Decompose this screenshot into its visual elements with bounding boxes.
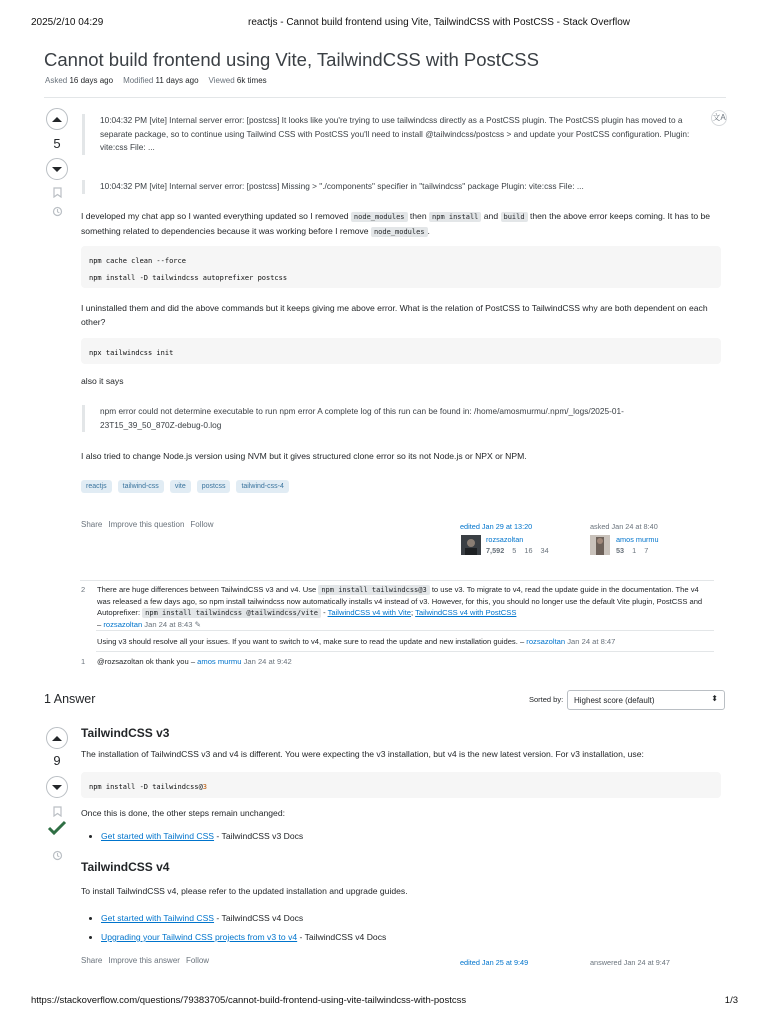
- code-block-2: [81, 338, 721, 364]
- tailwind-postcss-link[interactable]: TailwindCSS v4 with PostCSS: [415, 608, 517, 617]
- asked-meta: Asked 16 days ago: [45, 76, 114, 85]
- comment-date: Jan 24 at 8:43: [142, 620, 193, 629]
- list-item: • Get started with Tailwind CSS - TailwindCSS v4 Docs: [101, 909, 386, 928]
- bookmark-icon[interactable]: [53, 806, 62, 820]
- comment-2: Using v3 should resolve all your issues. If you want to switch to v4, make sure to read the update and new installation guides. – rozsazoltan Jan 24 at 8:47: [97, 637, 616, 646]
- share-link[interactable]: Share: [81, 956, 103, 965]
- sort-select[interactable]: [567, 690, 725, 710]
- code-line: npm cache clean --force: [89, 257, 186, 265]
- code-number: 3: [202, 783, 208, 791]
- sort-value: Highest score (default): [574, 696, 655, 705]
- print-url: https://stackoverflow.com/questions/79383705/cannot-build-frontend-using-vite-tailwindcss-with-postcss: [31, 995, 467, 1006]
- answer-answered: [590, 958, 670, 967]
- comment-user[interactable]: rozsazoltan: [103, 620, 143, 629]
- answer-heading-v4: TailwindCSS v4: [81, 860, 170, 874]
- share-link[interactable]: Share: [81, 520, 103, 529]
- v4-link-list: [101, 909, 386, 947]
- question-paragraph-2: I uninstalled them and did the above commands but it keeps giving me above error. What is the relation of PostCSS to TailwindCSS why are both dependent on each other?: [81, 303, 708, 327]
- question-title[interactable]: Cannot build frontend using Vite, TailwindCSS with PostCSS: [44, 49, 539, 70]
- comment-user[interactable]: amos murmu: [197, 657, 242, 666]
- comment-divider: [96, 651, 714, 652]
- inline-code: node_modules: [371, 227, 428, 237]
- answer-downvote-button[interactable]: [46, 776, 68, 798]
- inline-code: build: [501, 212, 528, 222]
- asker-name[interactable]: amos murmu: [616, 535, 659, 544]
- code-line: npm install -D tailwindcss autoprefixer postcss: [89, 274, 288, 282]
- comment-1: There are huge differences between TailwindCSS v3 and v4. Use npm install tailwindcss@3 to use v3. To migrate to v4, read the update guide in the documentation. The v4 was released a few days ago, so npm install tailwindcss now automatically installs v4 instead of v3. However, for this, you should no longer use the default Vite plugin, PostCSS and Autoprefixer: npm install tailwindcss @tailwindcss/vite - TailwindCSS v4 with Vite; TailwindCSS v4 with PostCSS – rozsazoltan Jan 24 at 8:43 ✎: [97, 585, 703, 629]
- answer-paragraph-1: The installation of TailwindCSS v3 and v4 is different. You were expecting the v3 installation, but v4 is the new latest version. For v3 installation, use:: [81, 749, 644, 759]
- reputation: 7,592: [486, 546, 505, 555]
- tag-vite[interactable]: vite: [170, 480, 191, 493]
- bronze-badges: 7: [644, 546, 649, 555]
- question-paragraph-4: I also tried to change Node.js version using NVM but it gives structured clone error so its not Node.js or NPX or NPM.: [81, 451, 527, 461]
- accepted-check-icon: [47, 820, 67, 838]
- history-icon[interactable]: [52, 206, 63, 220]
- list-item: • Get started with Tailwind CSS - TailwindCSS v3 Docs: [101, 831, 303, 841]
- asker-card: [590, 522, 710, 555]
- question-paragraph-3: also it says: [81, 376, 124, 386]
- reputation: 53: [616, 546, 625, 555]
- print-page-number: 1/3: [724, 995, 738, 1006]
- gold-badges: 5: [512, 546, 517, 555]
- asker-stats: [616, 546, 648, 555]
- answer-score: 9: [53, 753, 61, 768]
- comment-3: @rozsazoltan ok thank you – amos murmu Jan 24 at 9:42: [97, 657, 292, 666]
- edited-pencil-icon: ✎: [194, 620, 201, 629]
- error-quote-1: 10:04:32 PM [vite] Internal server error: [postcss] It looks like you're trying to use tailwindcss directly as a PostCSS plugin. The PostCSS plugin has moved to a separate package, so to continue using Tailwind CSS with PostCSS you'll need to install @tailwindcss/postcss > and update your PostCSS configuration. Plugin: vite:css File: ...: [82, 114, 702, 155]
- question-meta: [45, 76, 267, 85]
- editor-card: [460, 522, 580, 555]
- print-header: [0, 0, 768, 40]
- editor-stats: [486, 546, 549, 555]
- editor-name[interactable]: rozsazoltan: [486, 535, 524, 544]
- answer-paragraph-3: To install TailwindCSS v4, please refer to the updated installation and upgrade guides.: [81, 886, 408, 896]
- v3-link-list: [101, 831, 303, 841]
- modified-meta: Modified 11 days ago: [123, 76, 199, 85]
- v3-get-started-link[interactable]: Get started with Tailwind CSS: [101, 831, 215, 841]
- print-title: reactjs - Cannot build frontend using Vite, TailwindCSS with PostCSS - Stack Overflow: [247, 17, 631, 28]
- code-line: npm install -D tailwindcss@: [89, 783, 203, 791]
- list-item: • Upgrading your Tailwind CSS projects from v3 to v4 - TailwindCSS v4 Docs: [101, 928, 386, 947]
- follow-link[interactable]: Follow: [190, 520, 214, 529]
- edited-time[interactable]: edited Jan 29 at 13:20: [460, 522, 533, 531]
- code-block-1: [81, 246, 721, 288]
- question-paragraph-1: I developed my chat app so I wanted everything updated so I removed node_modules then npm install and build then the above error keeps coming. It has to be something related to dependencies because it was working before I remove node_modules .: [81, 211, 711, 236]
- avatar[interactable]: [461, 535, 481, 555]
- improve-link[interactable]: Improve this question: [108, 520, 185, 529]
- print-date: 2025/2/10 04:29: [31, 17, 104, 28]
- inline-code: npm install tailwindcss@3: [318, 585, 429, 595]
- upgrade-guide-link[interactable]: Upgrading your Tailwind CSS projects from v3 to v4: [101, 932, 298, 942]
- comment-score: 1: [81, 657, 86, 666]
- question-score: 5: [53, 136, 61, 151]
- answered-time: answered Jan 24 at 9:47: [590, 958, 670, 967]
- question-downvote-button[interactable]: [46, 158, 68, 180]
- sorted-label: Sorted by:: [529, 695, 564, 704]
- question-upvote-button[interactable]: [46, 108, 68, 130]
- silver-badges: 1: [632, 546, 637, 555]
- answer-upvote-button[interactable]: [46, 727, 68, 749]
- viewed-meta: Viewed 6k times: [208, 76, 267, 85]
- history-icon[interactable]: [52, 850, 63, 864]
- answer-paragraph-2: Once this is done, the other steps remain unchanged:: [81, 808, 285, 818]
- answer-heading-v3: TailwindCSS v3: [81, 726, 170, 740]
- tag-tailwind-css[interactable]: tailwind-css: [118, 480, 164, 493]
- arrow-down-icon: [52, 785, 62, 790]
- edited-time[interactable]: edited Jan 25 at 9:49: [460, 958, 529, 967]
- header-divider: [44, 97, 726, 98]
- comment-divider: [96, 630, 714, 631]
- bookmark-icon[interactable]: [53, 187, 62, 201]
- arrow-down-icon: [52, 167, 62, 172]
- updown-caret-icon: ⬍: [711, 694, 718, 703]
- answer-edited: [460, 958, 528, 967]
- tag-list: [81, 480, 289, 493]
- answer-code-block: [81, 772, 721, 798]
- translate-icon[interactable]: 文A: [711, 110, 727, 126]
- v4-get-started-link[interactable]: Get started with Tailwind CSS: [101, 913, 215, 923]
- asked-time: asked Jan 24 at 8:40: [590, 522, 658, 531]
- question-post-menu: [81, 520, 214, 529]
- improve-link[interactable]: Improve this answer: [108, 956, 180, 965]
- inline-code: node_modules: [351, 212, 408, 222]
- inline-code: npm install: [429, 212, 481, 222]
- silver-badges: 16: [524, 546, 533, 555]
- answer-post-menu: [81, 956, 209, 965]
- comment-score: 2: [81, 585, 86, 594]
- comments-divider: [80, 580, 714, 581]
- error-quote-3: npm error could not determine executable to run npm error A complete log of this run can be found in: /home/amosmurmu/.npm/_logs/2025-01-23T15_39_50_870Z-debug-0.log: [82, 405, 642, 432]
- comment-user[interactable]: rozsazoltan: [526, 637, 566, 646]
- inline-code: npm install tailwindcss @tailwindcss/vite: [142, 608, 321, 618]
- arrow-up-icon: [52, 117, 62, 122]
- arrow-up-icon: [52, 736, 62, 741]
- answers-count: 1 Answer: [44, 692, 96, 706]
- avatar[interactable]: [590, 535, 610, 555]
- tag-postcss[interactable]: postcss: [197, 480, 231, 493]
- bronze-badges: 34: [540, 546, 549, 555]
- tailwind-vite-link[interactable]: TailwindCSS v4 with Vite: [327, 608, 412, 617]
- comment-date: Jan 24 at 9:42: [243, 657, 292, 666]
- error-quote-2: 10:04:32 PM [vite] Internal server error: [postcss] Missing > "./components" specifier in "tailwindcss" package Plugin: vite:css File: ...: [82, 180, 702, 194]
- code-line: npx tailwindcss init: [89, 349, 174, 357]
- tag-reactjs[interactable]: reactjs: [81, 480, 112, 493]
- tag-tailwind-css-4[interactable]: tailwind-css-4: [236, 480, 288, 493]
- comment-date: Jan 24 at 8:47: [565, 637, 616, 646]
- follow-link[interactable]: Follow: [185, 956, 210, 965]
